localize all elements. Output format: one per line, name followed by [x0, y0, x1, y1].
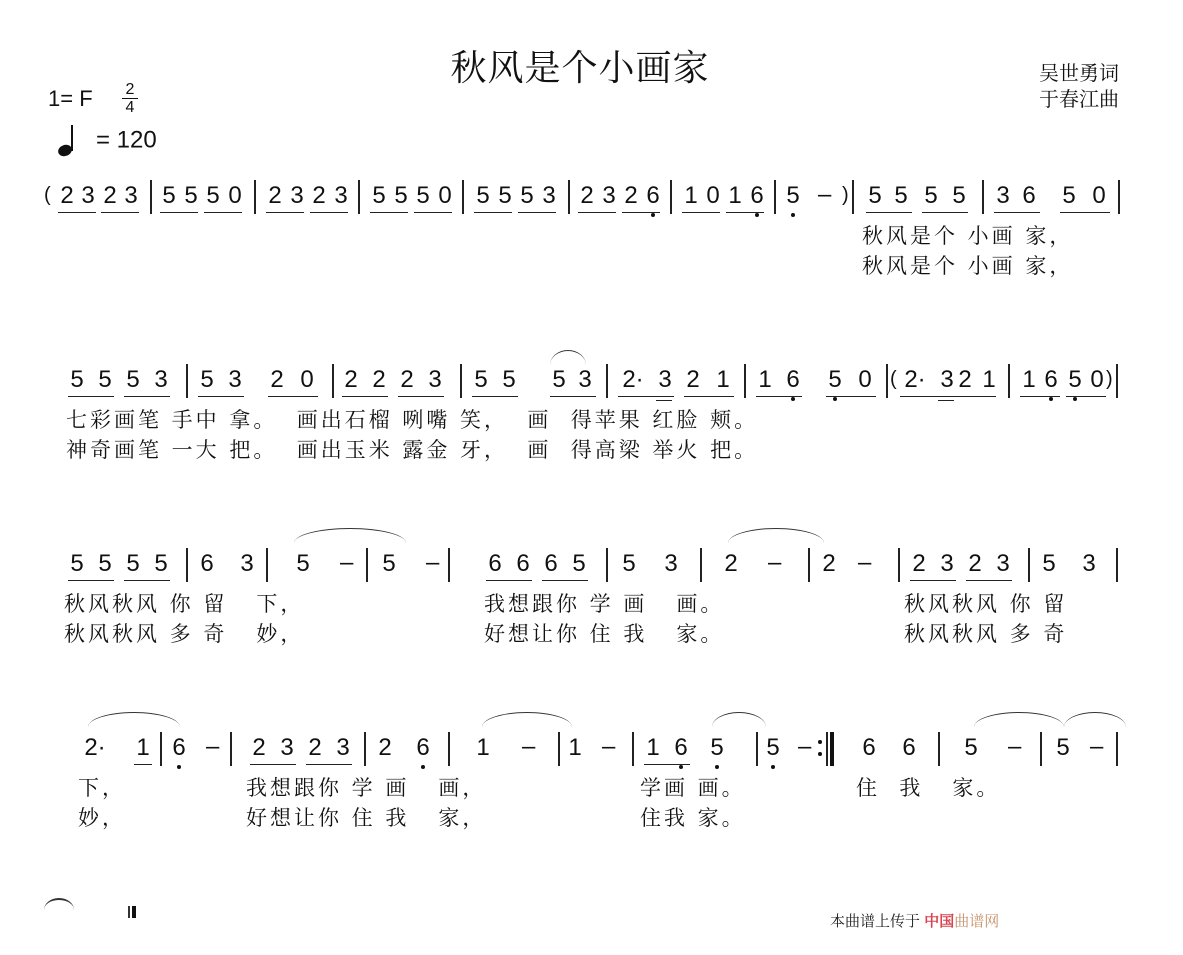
note: 2	[912, 550, 926, 577]
note: 3	[280, 734, 294, 761]
barline	[756, 732, 758, 766]
note: 3	[154, 366, 168, 393]
score-system-3	[0, 550, 1183, 590]
barline	[808, 548, 810, 582]
lyrics-verse-2: 好想让你 住 我 家。	[484, 622, 725, 646]
barline	[266, 548, 268, 582]
note: 3	[658, 366, 672, 393]
lyrics-verse-2: 秋风秋风 多 奇	[904, 622, 1068, 646]
note: 5	[498, 182, 512, 209]
note: 3	[664, 550, 678, 577]
note: 2	[378, 734, 392, 761]
time-signature	[122, 82, 138, 115]
interlude-paren-close: )	[1106, 368, 1113, 390]
note: 3	[81, 182, 95, 209]
note: 2	[968, 550, 982, 577]
repeat-paren-close: )	[842, 184, 849, 206]
note: 2	[312, 182, 326, 209]
sustain-dash: –	[206, 733, 220, 760]
note: 2	[686, 366, 700, 393]
note: 3	[124, 182, 138, 209]
note: 3	[290, 182, 304, 209]
note: 3	[602, 182, 616, 209]
sustain-dash: –	[798, 733, 812, 760]
note: 5	[1042, 550, 1056, 577]
note: 5	[1056, 734, 1070, 761]
barline	[462, 180, 464, 214]
note: 2	[372, 366, 386, 393]
note: 5	[206, 182, 220, 209]
note-low: 6	[784, 366, 802, 394]
barline	[332, 364, 334, 398]
watermark	[830, 910, 999, 931]
lyrics-verse-1: 秋风是个 小画 家，	[862, 224, 1074, 248]
sustain-dash: –	[1090, 733, 1104, 760]
lyrics-verse-2: 妙，	[78, 806, 126, 830]
time-signature-bottom: 4	[125, 99, 135, 116]
tie	[974, 712, 1064, 727]
lyrics-verse-1: 我想跟你 学 画 画。	[484, 592, 725, 616]
sustain-dash: –	[426, 549, 440, 576]
note: 2	[268, 182, 282, 209]
barline	[448, 548, 450, 582]
barline	[186, 364, 188, 398]
tie	[482, 712, 572, 727]
note-low: 5	[826, 366, 844, 394]
note-dotted: 2·	[622, 366, 644, 393]
barline	[558, 732, 560, 766]
note: 3	[940, 366, 954, 393]
note: 5	[964, 734, 978, 761]
note: 2	[103, 182, 117, 209]
tie	[728, 528, 824, 543]
watermark-brand: 中国	[924, 913, 955, 930]
barline	[1040, 732, 1042, 766]
barline	[1118, 180, 1120, 214]
note: 6	[516, 550, 530, 577]
interlude-paren-open: (	[890, 368, 897, 390]
note: 3	[996, 182, 1010, 209]
note-low: 6	[748, 182, 766, 210]
note: 5	[552, 366, 566, 393]
note: 5	[98, 550, 112, 577]
barline	[886, 364, 888, 398]
barline	[982, 180, 984, 214]
barline	[632, 732, 634, 766]
note: 5	[200, 366, 214, 393]
note: 2	[580, 182, 594, 209]
note: 5	[502, 366, 516, 393]
note-dotted: 2·	[84, 734, 106, 761]
barline	[186, 548, 188, 582]
note: 3	[336, 734, 350, 761]
note: 5	[126, 550, 140, 577]
note: 1	[728, 182, 742, 209]
note: 3	[578, 366, 592, 393]
sustain-dash: –	[340, 549, 354, 576]
barline	[852, 180, 854, 214]
note: 5	[154, 550, 168, 577]
note: 5	[382, 550, 396, 577]
time-signature-top: 2	[125, 81, 135, 98]
lyrics-verse-1: 秋风秋风 你 留	[904, 592, 1068, 616]
score-system-2	[0, 366, 1183, 406]
note: 5	[474, 366, 488, 393]
note-low: 6	[672, 734, 690, 762]
note: 3	[428, 366, 442, 393]
note: 3	[240, 550, 254, 577]
note: 5	[70, 366, 84, 393]
tempo-value: = 120	[96, 126, 157, 154]
slur	[550, 350, 586, 365]
note: 0	[228, 182, 242, 209]
note: 1	[982, 366, 996, 393]
note: 5	[520, 182, 534, 209]
lyrics-verse-2: 住我 家。	[640, 806, 746, 830]
composer-credit: 于春江曲	[1039, 87, 1119, 111]
note-low: 6	[170, 734, 188, 762]
barline	[898, 548, 900, 582]
note: 5	[476, 182, 490, 209]
repeat-end-barline	[830, 732, 834, 766]
note-low: 5	[764, 734, 782, 762]
note: 0	[706, 182, 720, 209]
note: 3	[1082, 550, 1096, 577]
note: 0	[858, 366, 872, 393]
barline	[606, 548, 608, 582]
lyricist-credit: 吴世勇词	[1039, 61, 1119, 85]
lyrics-verse-2: 秋风秋风 多 奇 妙，	[64, 622, 305, 646]
barline	[744, 364, 746, 398]
tie	[1064, 712, 1126, 727]
barline	[700, 548, 702, 582]
note: 5	[126, 366, 140, 393]
note: 5	[572, 550, 586, 577]
note: 6	[488, 550, 502, 577]
barline	[938, 732, 940, 766]
sustain-dash: –	[1008, 733, 1022, 760]
note: 5	[372, 182, 386, 209]
barline	[1116, 732, 1118, 766]
lyrics-verse-2: 秋风是个 小画 家，	[862, 254, 1074, 278]
quarter-note-icon	[58, 126, 74, 156]
barline	[1028, 548, 1030, 582]
barline	[150, 180, 152, 214]
note: 6	[1022, 182, 1036, 209]
note: 2	[624, 182, 638, 209]
barline	[568, 180, 570, 214]
lyrics-verse-1: 秋风秋风 你 留 下，	[64, 592, 305, 616]
note: 2	[400, 366, 414, 393]
note: 2	[308, 734, 322, 761]
note: 1	[758, 366, 772, 393]
sustain-dash: –	[818, 181, 832, 208]
sustain-dash: –	[858, 549, 872, 576]
note: 0	[300, 366, 314, 393]
lyrics-verse-2: 神奇画笔 一大 把。 画出玉米 露金 牙， 画 得高梁 举火 把。	[66, 438, 759, 462]
barline	[364, 732, 366, 766]
note: 5	[868, 182, 882, 209]
barline	[1008, 364, 1010, 398]
cropped-barline-fragment	[132, 906, 136, 918]
note: 5	[416, 182, 430, 209]
note-low: 5	[1066, 366, 1084, 394]
key-signature: 1= F	[48, 86, 93, 111]
note: 5	[924, 182, 938, 209]
note: 5	[184, 182, 198, 209]
lyrics-verse-1: 下，	[78, 776, 126, 800]
note: 0	[1090, 366, 1104, 393]
barline	[366, 548, 368, 582]
note: 1	[1022, 366, 1036, 393]
barline	[358, 180, 360, 214]
tie	[88, 712, 180, 727]
note: 2	[344, 366, 358, 393]
watermark-text: 本曲谱上传于	[830, 913, 921, 930]
lyrics-verse-1: 学画 画。	[640, 776, 746, 800]
note: 5	[162, 182, 176, 209]
lyrics-verse-1: 我想跟你 学 画 画，	[246, 776, 487, 800]
sustain-dash: –	[522, 733, 536, 760]
barline	[670, 180, 672, 214]
barline	[254, 180, 256, 214]
note: 3	[228, 366, 242, 393]
note: 2	[270, 366, 284, 393]
note: 1	[568, 734, 582, 761]
note-low: 6	[644, 182, 662, 210]
note-low: 6	[1042, 366, 1060, 394]
note: 1	[646, 734, 660, 761]
lyrics-verse-1: 住 我 家。	[856, 776, 1001, 800]
note-low: 5	[708, 734, 726, 762]
note: 5	[394, 182, 408, 209]
note: 5	[296, 550, 310, 577]
watermark-site: 曲谱网	[954, 913, 1000, 930]
barline	[448, 732, 450, 766]
note: 5	[98, 366, 112, 393]
repeat-paren-open: (	[44, 184, 51, 206]
note: 6	[902, 734, 916, 761]
note: 1	[136, 734, 150, 761]
note: 3	[542, 182, 556, 209]
barline	[160, 732, 162, 766]
lyrics-verse-2: 好想让你 住 我 家，	[246, 806, 487, 830]
score-system-1	[0, 182, 1183, 222]
note: 6	[862, 734, 876, 761]
note-dotted: 2·	[904, 366, 926, 393]
sustain-dash: –	[768, 549, 782, 576]
note: 3	[334, 182, 348, 209]
tie	[294, 528, 406, 543]
note: 2	[252, 734, 266, 761]
barline	[1116, 364, 1118, 398]
note: 2	[724, 550, 738, 577]
barline	[460, 364, 462, 398]
note: 3	[940, 550, 954, 577]
sustain-dash: –	[602, 733, 616, 760]
note: 5	[894, 182, 908, 209]
note-low: 5	[784, 182, 802, 210]
note: 2	[958, 366, 972, 393]
note: 1	[476, 734, 490, 761]
note: 2	[822, 550, 836, 577]
cropped-tie-fragment	[44, 898, 74, 910]
cropped-barline-fragment	[128, 906, 130, 918]
note: 0	[438, 182, 452, 209]
note: 2	[60, 182, 74, 209]
note: 1	[716, 366, 730, 393]
note: 6	[200, 550, 214, 577]
song-title: 秋风是个小画家	[450, 48, 710, 89]
note: 6	[544, 550, 558, 577]
note: 5	[952, 182, 966, 209]
note: 1	[684, 182, 698, 209]
lyrics-verse-1: 七彩画笔 手中 拿。 画出石榴 咧嘴 笑， 画 得苹果 红脸 颊。	[66, 408, 759, 432]
barline	[230, 732, 232, 766]
barline	[774, 180, 776, 214]
note: 5	[1062, 182, 1076, 209]
note: 5	[70, 550, 84, 577]
tie	[712, 712, 766, 727]
note: 0	[1092, 182, 1106, 209]
barline	[606, 364, 608, 398]
barline	[1116, 548, 1118, 582]
tempo-marking	[58, 126, 157, 156]
repeat-end-dots	[818, 740, 822, 764]
note: 3	[996, 550, 1010, 577]
score-system-4	[0, 734, 1183, 774]
barline	[826, 732, 828, 766]
note: 5	[622, 550, 636, 577]
note-low: 6	[414, 734, 432, 762]
